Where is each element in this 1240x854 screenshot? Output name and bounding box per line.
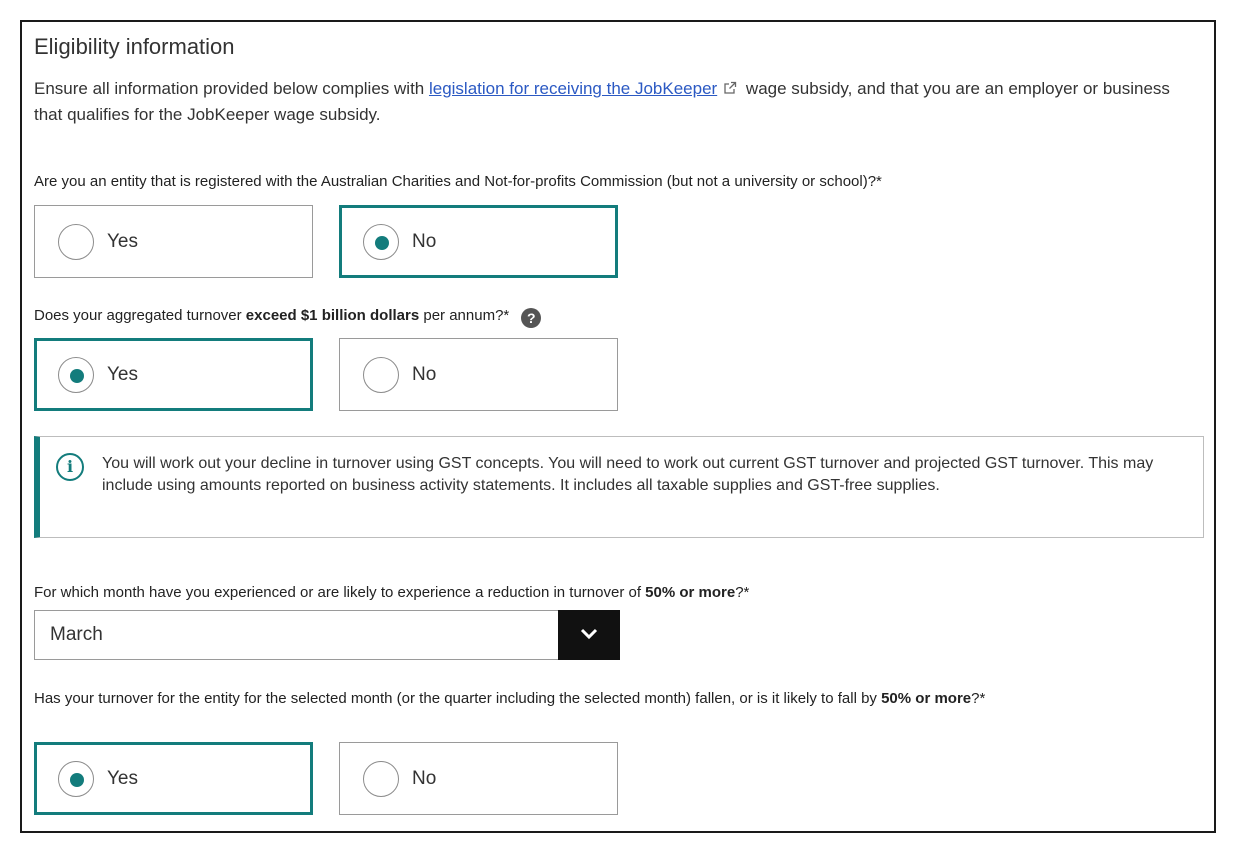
option-label: No	[412, 767, 437, 789]
radio-selected-icon	[363, 224, 399, 260]
radio-icon	[363, 357, 399, 393]
help-icon[interactable]: ?	[521, 308, 541, 328]
decline-no-option[interactable]	[339, 742, 618, 815]
turnover-no-option[interactable]	[339, 338, 618, 411]
acnc-yes-option[interactable]	[34, 205, 313, 278]
option-label: Yes	[107, 230, 138, 252]
question-turnover: Does your aggregated turnover exceed $1 billion dollars per annum?* ?	[34, 305, 541, 328]
decline-yes-option[interactable]	[34, 742, 313, 815]
intro-text	[34, 76, 1194, 128]
form-frame	[20, 20, 1216, 833]
question-month: For which month have you experienced or are likely to experience a reduction in turnover of 50% or more?*	[34, 584, 750, 601]
radio-icon	[363, 761, 399, 797]
option-label: Yes	[107, 363, 138, 385]
intro-suffix: wage subsidy, and that you are an employer or business that qualifies for the JobKeeper wage subsidy.	[34, 79, 1170, 124]
info-text: You will work out your decline in turnover using GST concepts. You will need to work out current GST turnover and projected GST turnover. This may include using amounts reported on business activity statements. It includes all taxable supplies and GST-free supplies.	[102, 455, 1154, 494]
chevron-down-icon	[580, 628, 598, 640]
external-link-icon	[723, 81, 737, 95]
info-box	[34, 436, 1204, 538]
month-select-value: March	[50, 624, 103, 645]
option-label: No	[412, 363, 437, 385]
intro-prefix: Ensure all information provided below complies with	[34, 79, 429, 98]
radio-selected-icon	[58, 761, 94, 797]
radio-icon	[58, 224, 94, 260]
turnover-yes-option[interactable]	[34, 338, 313, 411]
info-icon: i	[56, 453, 84, 481]
option-label: No	[412, 230, 437, 252]
question-decline: Has your turnover for the entity for the selected month (or the quarter including the selected month) fallen, or is it likely to fall by 50% or more?*	[34, 690, 986, 707]
month-select[interactable]	[34, 610, 620, 660]
section-heading: Eligibility information	[34, 34, 235, 59]
radio-selected-icon	[58, 357, 94, 393]
option-label: Yes	[107, 767, 138, 789]
acnc-no-option[interactable]	[339, 205, 618, 278]
legislation-link[interactable]: legislation for receiving the JobKeeper	[428, 79, 718, 98]
question-acnc: Are you an entity that is registered with the Australian Charities and Not-for-profits Commission (but not a university or school)?*	[34, 173, 882, 190]
dropdown-button[interactable]	[558, 610, 620, 660]
